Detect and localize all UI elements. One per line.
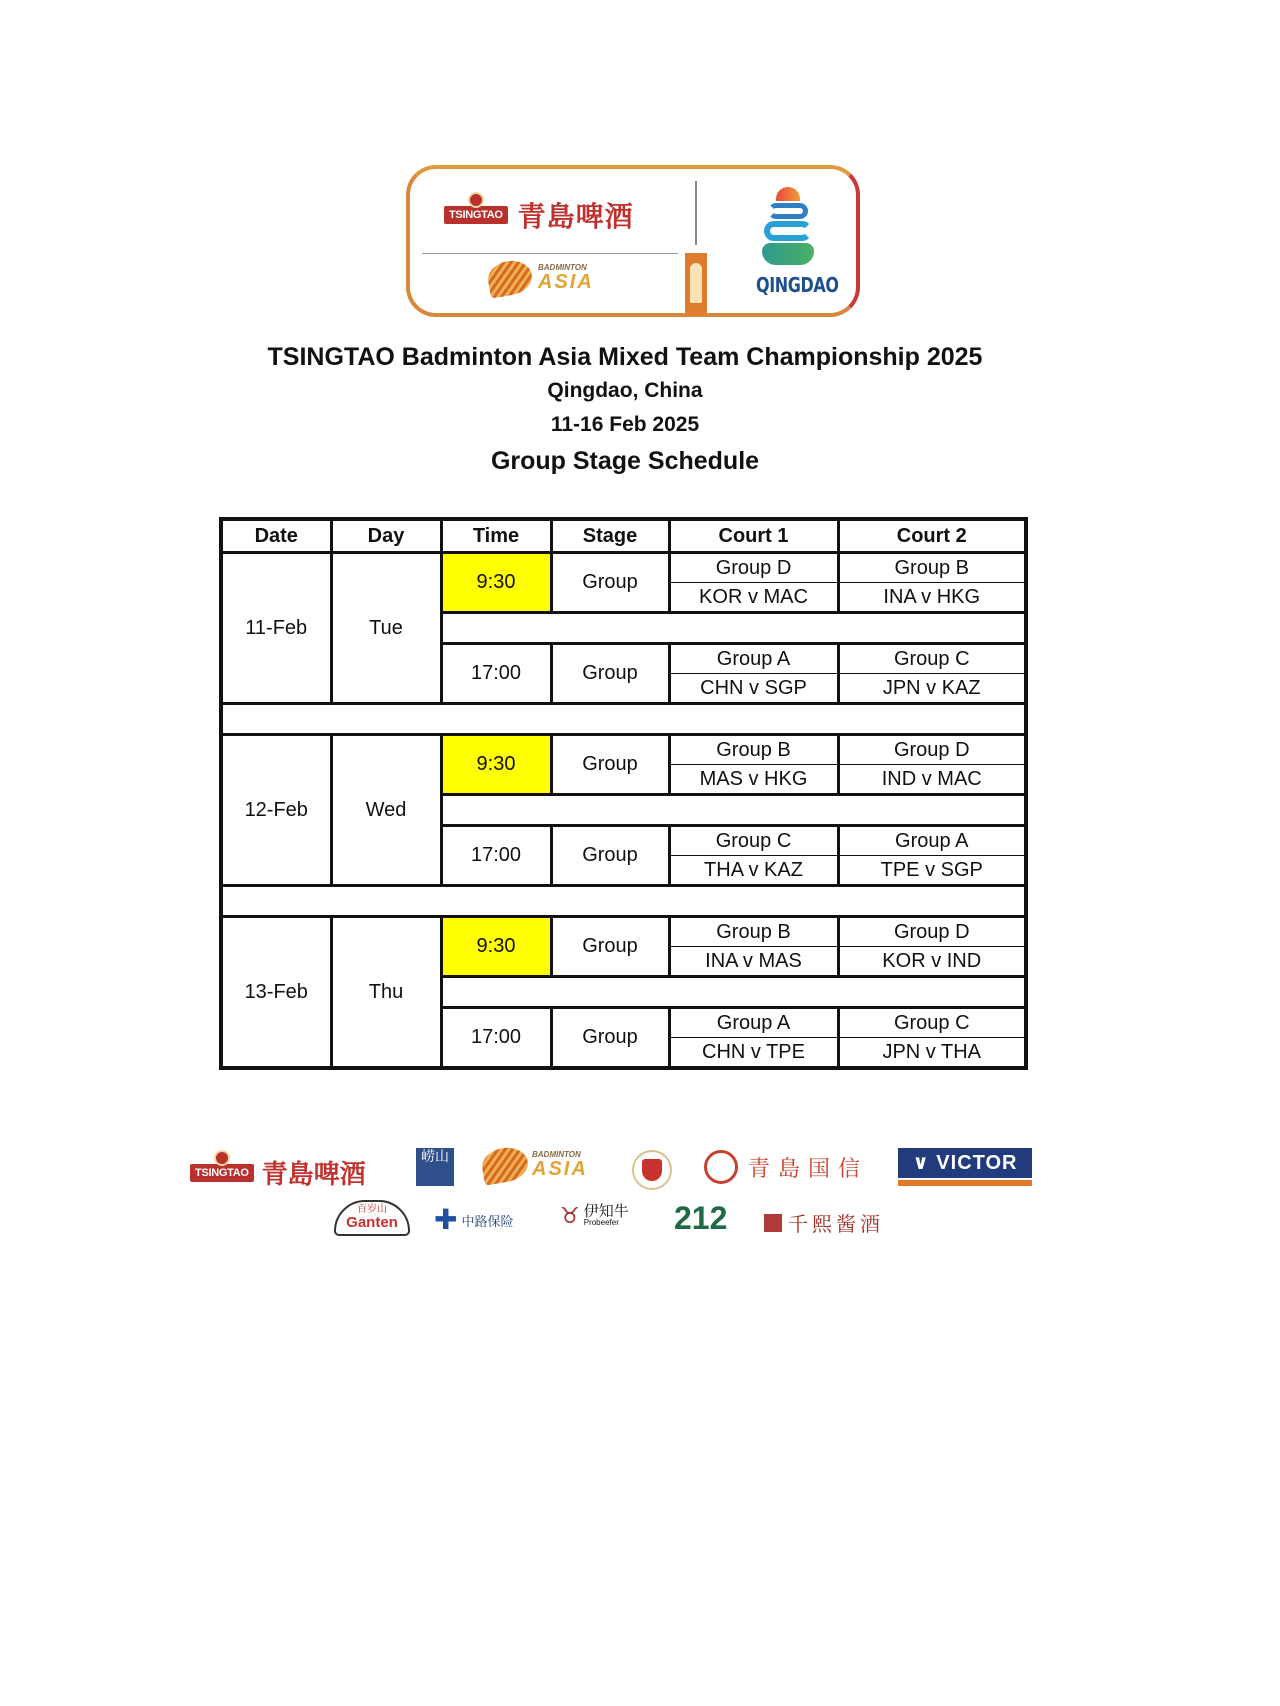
stage-cell: Group — [551, 735, 669, 795]
stage-cell: Group — [551, 644, 669, 704]
date-cell: 13-Feb — [221, 917, 331, 1069]
table-row — [221, 735, 1026, 765]
sponsor-qianxi: 千熙酱酒 — [764, 1208, 884, 1237]
court1-group: Group C — [669, 826, 838, 856]
sponsor-strip — [186, 1146, 1036, 1246]
header-time: Time — [441, 519, 551, 553]
day-spacer-row — [221, 704, 1026, 735]
court2-group: Group D — [838, 735, 1026, 765]
sponsor-laoshan: 崂山 — [416, 1148, 454, 1186]
court1-match: KOR v MAC — [669, 583, 838, 613]
bull-icon: ♉ — [560, 1202, 580, 1228]
day-cell: Tue — [331, 553, 441, 704]
court1-match: MAS v HKG — [669, 765, 838, 795]
court1-group: Group B — [669, 735, 838, 765]
table-row — [221, 917, 1026, 947]
sponsor-guoxin: 青島国信 — [704, 1150, 868, 1184]
tsingtao-cn-text: 青島啤酒 — [517, 200, 634, 233]
seal-icon — [704, 1150, 738, 1184]
tsingtao-badge: TSINGTAO — [190, 1164, 254, 1182]
court1-match: THA v KAZ — [669, 856, 838, 886]
table-row — [221, 553, 1026, 583]
tsingtao-cn-text: 青島啤酒 — [261, 1160, 366, 1190]
day-cell: Thu — [331, 917, 441, 1069]
date-cell: 12-Feb — [221, 735, 331, 886]
court1-match: CHN v TPE — [669, 1038, 838, 1069]
trophy-strip — [685, 253, 707, 315]
sponsor-212: 212 — [674, 1200, 728, 1236]
court1-group: Group A — [669, 644, 838, 674]
event-dates: 11-16 Feb 2025 — [550, 413, 700, 436]
event-logo-banner — [406, 165, 860, 317]
event-title: TSINGTAO Badminton Asia Mixed Team Championship 2025 — [267, 343, 983, 371]
court2-match: IND v MAC — [838, 765, 1026, 795]
stage-cell: Group — [551, 917, 669, 977]
day-cell: Wed — [331, 735, 441, 886]
tsingtao-logo — [444, 195, 634, 235]
header-court-2: Court 2 — [838, 519, 1026, 553]
schedule-table — [219, 517, 1028, 1070]
time-cell-highlight: 9:30 — [441, 917, 551, 977]
court2-group: Group A — [838, 826, 1026, 856]
court1-group: Group A — [669, 1008, 838, 1038]
shuttlecock-swoosh-icon — [479, 1144, 530, 1185]
court1-group: Group D — [669, 553, 838, 583]
sponsor-ganten: 百岁山 Ganten — [334, 1200, 410, 1236]
header-day: Day — [331, 519, 441, 553]
stage-cell: Group — [551, 553, 669, 613]
time-cell: 17:00 — [441, 644, 551, 704]
cross-icon: ✚ — [434, 1204, 458, 1235]
tsingtao-badge: TSINGTAO — [444, 206, 508, 224]
qingdao-wave-icon — [760, 187, 816, 273]
header-stage: Stage — [551, 519, 669, 553]
stage-cell: Group — [551, 826, 669, 886]
time-cell-highlight: 9:30 — [441, 553, 551, 613]
header-court-1: Court 1 — [669, 519, 838, 553]
time-cell: 17:00 — [441, 826, 551, 886]
date-cell: 11-Feb — [221, 553, 331, 704]
court2-match: TPE v SGP — [838, 856, 1026, 886]
title-block — [0, 340, 1250, 480]
sponsor-probeefer: ♉ 伊知牛 Probeefer — [560, 1202, 629, 1228]
court2-group: Group C — [838, 1008, 1026, 1038]
qingdao-text: QINGDAO — [756, 273, 839, 297]
court1-match: INA v MAS — [669, 947, 838, 977]
court1-group: Group B — [669, 917, 838, 947]
court2-match: INA v HKG — [838, 583, 1026, 613]
badminton-asia-logo — [488, 261, 594, 295]
event-location: Qingdao, China — [547, 379, 703, 402]
shuttlecock-swoosh-icon — [485, 257, 534, 298]
header-date: Date — [221, 519, 331, 553]
banner-divider-horizontal — [422, 253, 678, 254]
ba-big-text: ASIA — [538, 271, 594, 293]
sponsor-tsingtao — [190, 1154, 366, 1191]
sponsor-zhonglu: ✚ 中路保险 — [434, 1204, 514, 1235]
court2-group: Group D — [838, 917, 1026, 947]
shield-icon — [642, 1159, 662, 1181]
sponsor-victor: ∨ VICTOR — [898, 1148, 1032, 1188]
time-cell-highlight: 9:30 — [441, 735, 551, 795]
banner-divider-vertical — [695, 181, 697, 245]
court2-group: Group B — [838, 553, 1026, 583]
day-spacer-row — [221, 886, 1026, 917]
court2-group: Group C — [838, 644, 1026, 674]
ba-small-text: BADMINTON — [538, 263, 587, 272]
court2-match: JPN v KAZ — [838, 674, 1026, 704]
victor-v-icon: ∨ — [912, 1152, 937, 1174]
trophy-icon — [690, 263, 702, 303]
court1-match: CHN v SGP — [669, 674, 838, 704]
stage-cell: Group — [551, 1008, 669, 1069]
court2-match: JPN v THA — [838, 1038, 1026, 1069]
time-cell: 17:00 — [441, 1008, 551, 1069]
schedule-title: Group Stage Schedule — [490, 447, 760, 475]
table-header-row — [221, 519, 1026, 553]
seal-icon — [764, 1214, 782, 1232]
court2-match: KOR v IND — [838, 947, 1026, 977]
qingdao-logo — [748, 187, 839, 297]
sponsor-cba-emblem — [632, 1150, 672, 1190]
sponsor-badminton-asia: BADMINTON ASIA — [482, 1148, 588, 1182]
